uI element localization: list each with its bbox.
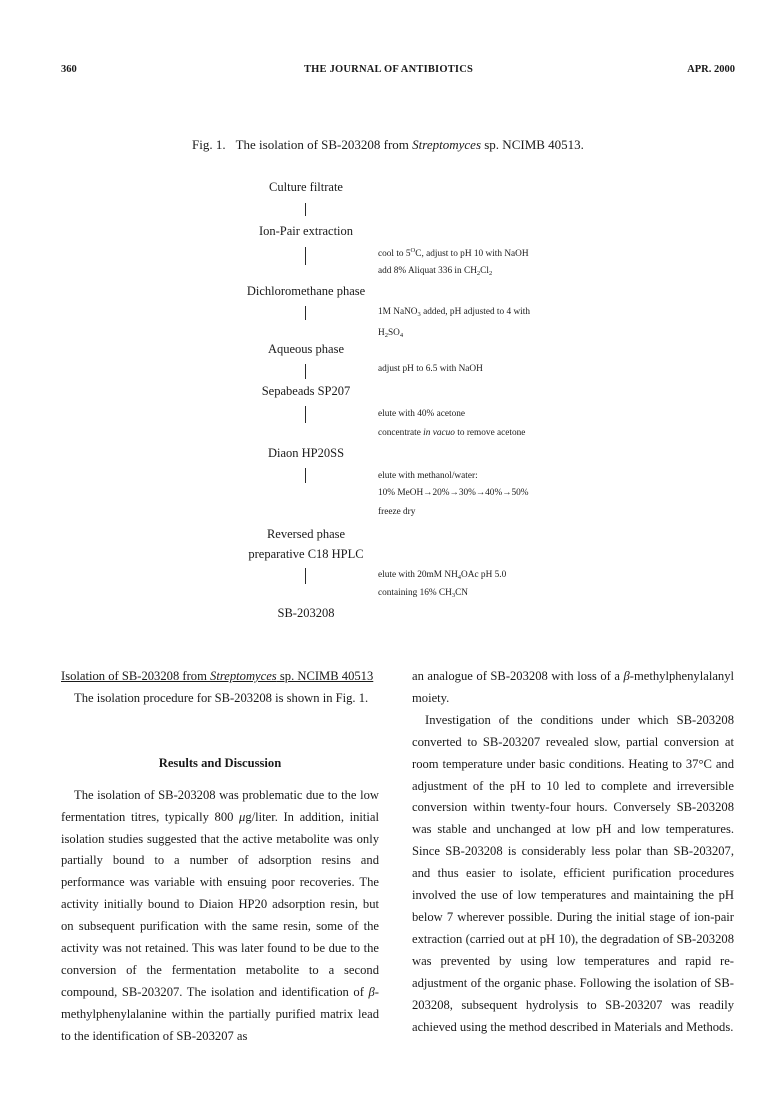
flow-arrow [305, 406, 306, 423]
flow-arrow [305, 468, 306, 483]
flow-step-ion-pair-extraction: Ion-Pair extraction [258, 224, 354, 238]
flow-note: elute with methanol/water: [378, 471, 478, 481]
flow-note: concentrate in vacuo to remove acetone [378, 428, 526, 438]
paragraph-conversion: Investigation of the conditions under which SB-203208 converted to SB-203207 revealed slow, partial conversion at room temperature under basic conditions. Heating to 37°C and adjustment of the pH to 10 led to complete and irreversible conversion within twenty-four hours. Conversely SB-203208 was stable and unchanged at low pH and low temperatures. Since SB-203208 is considerably less polar than SB-203207, and thus easier to isolate, efficient purification procedures involved the use of low temperatures and maintaining the pH below 7 wherever possible. During the initial stage of ion-pair extraction (carried out at pH 10), the degradation of SB-203208 was prevented by using low temperatures and rapid re-adjustment of the organic phase. Following the isolation of SB-203208, subsequent hydrolysis to SB-203207 was readily achieved using the method described in Materials and Methods. [412, 712, 734, 1034]
flow-note: 10% MeOH→20%→30%→40%→50% [378, 488, 529, 498]
flow-arrow [305, 203, 306, 216]
flow-arrow [305, 568, 306, 584]
flow-step-aqueous-phase: Aqueous phase [267, 342, 345, 356]
flow-note: freeze dry [378, 507, 416, 517]
flow-note: elute with 40% acetone [378, 409, 465, 419]
flow-step-reversed-phase: Reversed phase [266, 527, 346, 541]
flow-arrow [305, 247, 306, 265]
flow-note: $H_2SO_4$ [378, 328, 404, 339]
journal-title: THE JOURNAL OF ANTIBIOTICS [303, 64, 474, 75]
figure-label: Fig. 1. [192, 137, 226, 152]
flow-step-dichloromethane-phase: Dichloromethane phase [246, 284, 366, 298]
flow-step-sb-203208: SB-203208 [277, 606, 335, 620]
figure-caption: Fig. 1. The isolation of SB-203208 from Streptomyces sp. NCIMB 40513. [192, 137, 584, 152]
flow-note: add 8% Aliquat 336 in $CH_2Cl_2$ [378, 266, 493, 277]
left-column [61, 666, 379, 1048]
flow-step-diaon-hp20ss: Diaon HP20SS [267, 446, 345, 460]
isolation-heading: Isolation of SB-203208 from Streptomyces sp. NCIMB 40513 [61, 669, 374, 683]
paragraph-continued: an analogue of SB-203208 with loss of a β-methylphenylalanyl moiety. [412, 669, 734, 705]
isolation-paragraph: The isolation procedure for SB-203208 is shown in Fig. 1. [74, 690, 369, 705]
results-paragraph: The isolation of SB-203208 was problematic due to the low fermentation titres, typically 800 μg/liter. In addition, initial isolation studies suggested that the active metabolite was only partially bound to a number of adsorption resins and performance was variable with ensuing poor recoveries. The activity initially bound to Diaion HP20 adsorption resin, but on subsequent purification with the same resin, some of the activity was not retained. This was later found to be due to the conversion of the fermentation metabolite to a second compound, SB-203207. The isolation and identification of β-methylphenylalanine within the partially purified matrix lead to the identification of SB-203207 as [61, 787, 379, 1043]
flow-note: adjust pH to 6.5 with NaOH [378, 364, 483, 374]
flow-step-culture-filtrate: Culture filtrate [269, 180, 343, 194]
page-number: 360 [61, 64, 77, 75]
issue-date: APR. 2000 [687, 64, 735, 75]
flow-note: 1M NaNO$_3$ added, pH adjusted to 4 with [378, 307, 530, 318]
flow-step-sepabeads-sp207: Sepabeads SP207 [261, 384, 351, 398]
right-column [412, 666, 734, 1038]
flow-note: cool to $5^OC$, adjust to pH 10 with NaOH [378, 247, 529, 260]
flow-note: containing 16% $CH_3CN$ [378, 588, 469, 599]
running-header [0, 64, 777, 80]
flow-arrow [305, 306, 306, 320]
flow-arrow [305, 364, 306, 379]
section-heading-results: Results and Discussion [158, 755, 282, 770]
flow-step-preparative-c18-hplc: preparative C18 HPLC [248, 547, 364, 561]
flow-note: elute with 20mM $NH_4OAc$ pH 5.0 [378, 570, 507, 581]
isolation-flowchart [0, 170, 777, 630]
